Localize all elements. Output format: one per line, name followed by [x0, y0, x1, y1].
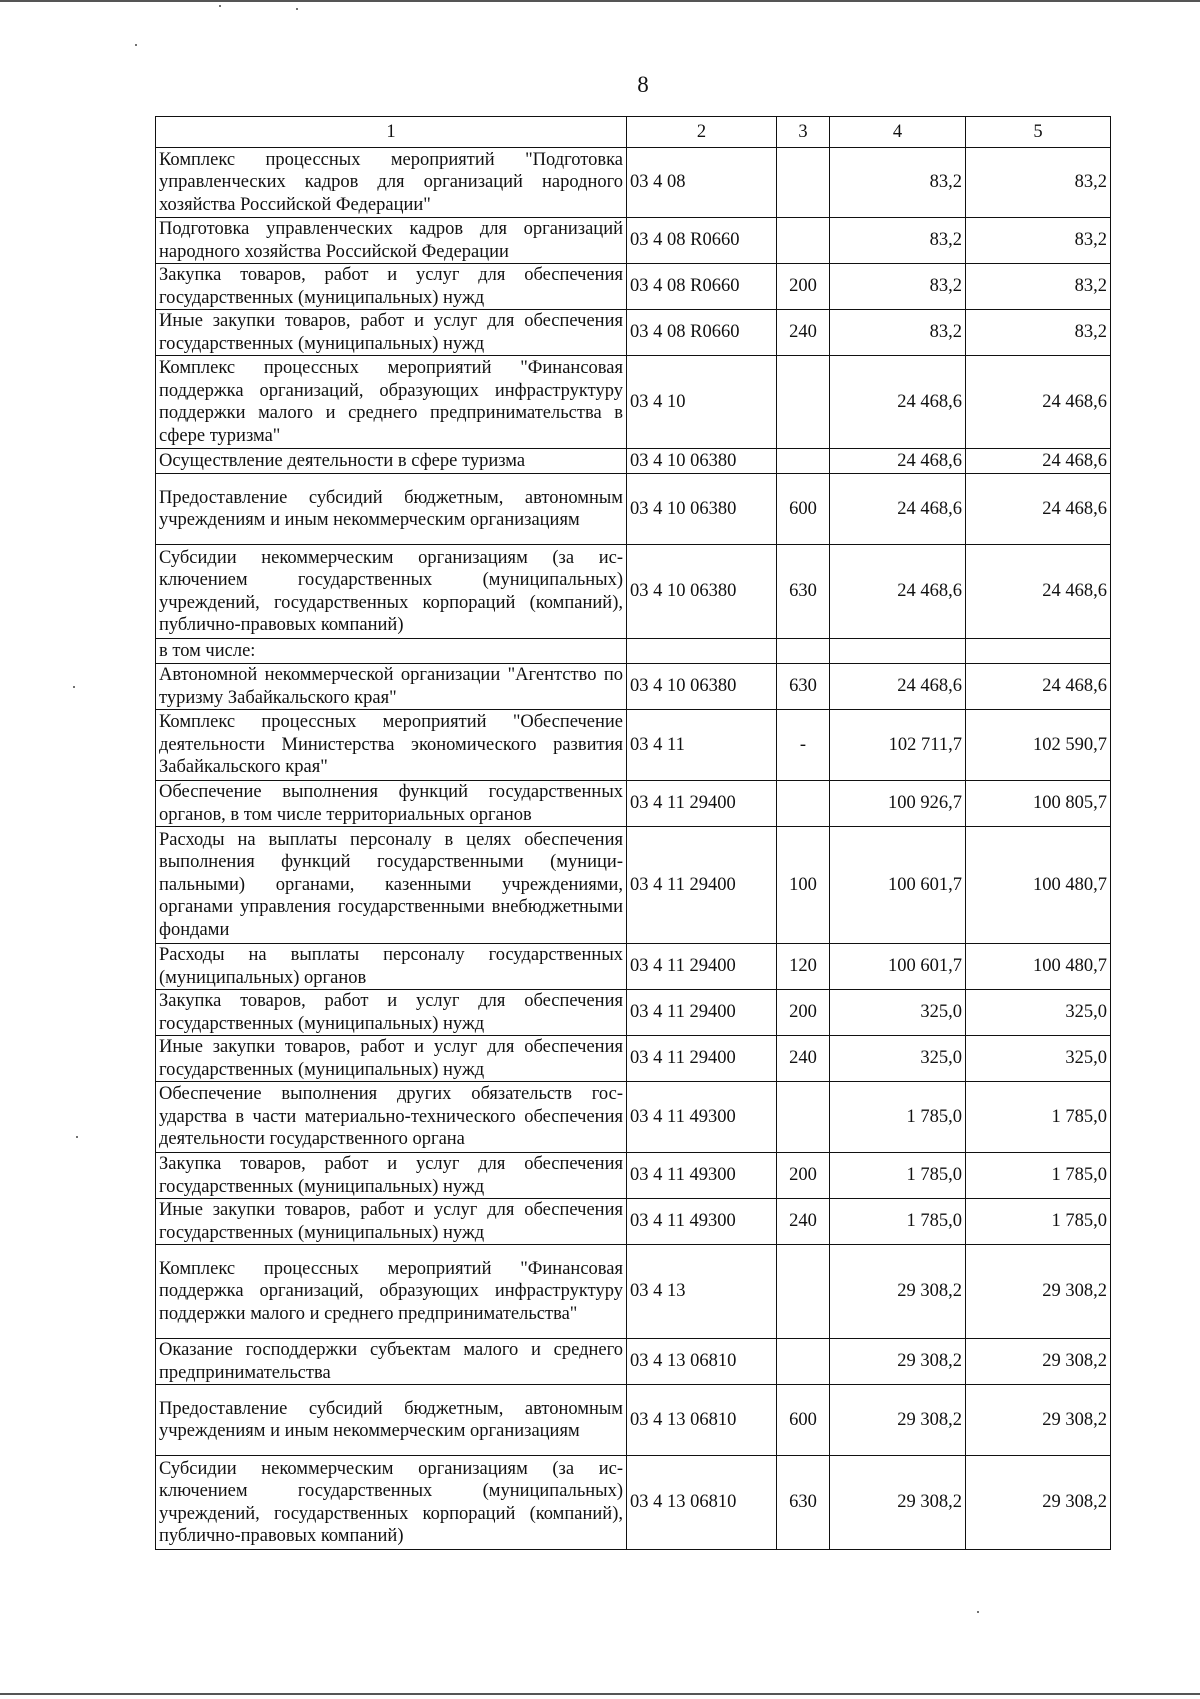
budget-table: [155, 116, 1111, 1550]
row-amount-2025-cell: 24 468,6: [966, 474, 1111, 545]
row-amount-2024-cell: 29 308,2: [830, 1456, 966, 1550]
table-row: [156, 710, 1111, 781]
row-amount-2024-cell: 1 785,0: [830, 1082, 966, 1153]
table-row: [156, 1456, 1111, 1550]
row-kvr-cell: [777, 1082, 830, 1153]
scan-speck: [73, 686, 75, 688]
row-code-cell: 03 4 13: [627, 1245, 777, 1339]
row-kvr-cell: 630: [777, 664, 830, 710]
row-amount-2024-cell: 100 601,7: [830, 827, 966, 944]
row-amount-2025-cell: [966, 639, 1111, 664]
row-amount-2025-cell: 100 480,7: [966, 944, 1111, 990]
table-row: [156, 218, 1111, 264]
row-name-cell: Комплекс процессных мероприятий "Финансовая поддержка организаций, образующих инфраструктуру поддержки малого и среднего предпринимательства": [156, 1245, 627, 1339]
row-code-cell: 03 4 08 R0660: [627, 264, 777, 310]
row-amount-2024-cell: 100 926,7: [830, 781, 966, 827]
row-amount-2025-cell: 100 805,7: [966, 781, 1111, 827]
row-amount-2025-cell: 29 308,2: [966, 1456, 1111, 1550]
table-row: [156, 148, 1111, 218]
row-name-cell: Осуществление деятельности в сфере туризма: [156, 449, 627, 474]
table-row: [156, 1199, 1111, 1245]
table-row: [156, 545, 1111, 639]
row-kvr-cell: [777, 1245, 830, 1339]
column-header: 2: [627, 117, 777, 148]
row-name-cell: Комплекс процессных мероприятий "Подготовка управленческих кадров для организаций народного хозяйства Российской Федерации": [156, 148, 627, 218]
row-name-cell: Комплекс процессных мероприятий "Финансовая поддержка организаций, образующих инфраструктуру поддержки малого и среднего предпринимательства в сфере туризма": [156, 356, 627, 449]
row-amount-2025-cell: 1 785,0: [966, 1199, 1111, 1245]
row-kvr-cell: 240: [777, 1036, 830, 1082]
row-amount-2025-cell: 24 468,6: [966, 449, 1111, 474]
row-code-cell: 03 4 08 R0660: [627, 310, 777, 356]
row-name-cell: Закупка товаров, работ и услуг для обеспечения государственных (муниципальных) нужд: [156, 990, 627, 1036]
scan-speck: [977, 1611, 979, 1613]
table-row: [156, 449, 1111, 474]
row-name-cell: Закупка товаров, работ и услуг для обеспечения государственных (муниципальных) нужд: [156, 264, 627, 310]
row-name-cell: Субсидии некоммерческим организациям (за исключением государственных (муниципальных) учреждений, государственных корпораций (компаний), публично-правовых компаний): [156, 1456, 627, 1550]
row-code-cell: 03 4 10: [627, 356, 777, 449]
row-code-cell: 03 4 11 29400: [627, 990, 777, 1036]
row-amount-2025-cell: 24 468,6: [966, 664, 1111, 710]
row-kvr-cell: 240: [777, 1199, 830, 1245]
row-amount-2025-cell: 325,0: [966, 1036, 1111, 1082]
row-amount-2025-cell: 102 590,7: [966, 710, 1111, 781]
row-amount-2024-cell: 83,2: [830, 218, 966, 264]
row-kvr-cell: 200: [777, 1153, 830, 1199]
row-name-cell: Расходы на выплаты персоналу государственных (муниципальных) органов: [156, 944, 627, 990]
table-row: [156, 1082, 1111, 1153]
row-code-cell: 03 4 10 06380: [627, 449, 777, 474]
table-row: [156, 264, 1111, 310]
row-amount-2025-cell: 83,2: [966, 310, 1111, 356]
row-amount-2025-cell: 1 785,0: [966, 1082, 1111, 1153]
row-code-cell: 03 4 11 29400: [627, 1036, 777, 1082]
table-row: [156, 1385, 1111, 1456]
row-amount-2024-cell: 24 468,6: [830, 664, 966, 710]
row-amount-2025-cell: 29 308,2: [966, 1245, 1111, 1339]
row-kvr-cell: 240: [777, 310, 830, 356]
table-row: [156, 639, 1111, 664]
row-amount-2025-cell: 83,2: [966, 148, 1111, 218]
column-header: 4: [830, 117, 966, 148]
row-name-cell: Обеспечение выполнения других обязательств государства в части материально-технического обеспечения деятельности государственного органа: [156, 1082, 627, 1153]
row-amount-2025-cell: 24 468,6: [966, 356, 1111, 449]
row-kvr-cell: 600: [777, 1385, 830, 1456]
row-kvr-cell: [777, 1339, 830, 1385]
row-amount-2024-cell: [830, 639, 966, 664]
row-amount-2024-cell: 24 468,6: [830, 545, 966, 639]
row-code-cell: 03 4 13 06810: [627, 1339, 777, 1385]
row-name-cell: Оказание господдержки субъектам малого и среднего предпринимательства: [156, 1339, 627, 1385]
row-name-cell: Иные закупки товаров, работ и услуг для обеспечения государственных (муниципальных) нужд: [156, 310, 627, 356]
table-row: [156, 1153, 1111, 1199]
row-kvr-cell: [777, 781, 830, 827]
scan-speck: [135, 44, 137, 46]
row-name-cell: Предоставление субсидий бюджетным, автономным учреждениям и иным некоммерческим организациям: [156, 474, 627, 545]
scan-speck: [76, 1136, 78, 1138]
table-row: [156, 664, 1111, 710]
row-kvr-cell: 100: [777, 827, 830, 944]
row-name-cell: Обеспечение выполнения функций государственных органов, в том числе территориальных органов: [156, 781, 627, 827]
table-row: [156, 310, 1111, 356]
row-name-cell: Комплекс процессных мероприятий "Обеспечение деятельности Министерства экономического развития Забайкальского края": [156, 710, 627, 781]
row-amount-2024-cell: 83,2: [830, 264, 966, 310]
row-name-cell: Предоставление субсидий бюджетным, автономным учреждениям и иным некоммерческим организациям: [156, 1385, 627, 1456]
row-name-cell: Расходы на выплаты персоналу в целях обеспечения выполнения функций государственными (муниципальными) органами, казенными учреждениями, органами управления государственными внебюджетными фондами: [156, 827, 627, 944]
scan-bottom-border: [0, 1693, 1200, 1695]
row-amount-2024-cell: 102 711,7: [830, 710, 966, 781]
row-amount-2025-cell: 83,2: [966, 218, 1111, 264]
table-row: [156, 1245, 1111, 1339]
row-kvr-cell: [777, 449, 830, 474]
scan-speck: [219, 5, 221, 7]
row-code-cell: 03 4 10 06380: [627, 474, 777, 545]
row-code-cell: 03 4 11 49300: [627, 1199, 777, 1245]
row-kvr-cell: 200: [777, 990, 830, 1036]
row-amount-2024-cell: 325,0: [830, 1036, 966, 1082]
row-code-cell: 03 4 11 29400: [627, 944, 777, 990]
row-name-cell: Автономной некоммерческой организации "Агентство по туризму Забайкальского края": [156, 664, 627, 710]
row-amount-2024-cell: 24 468,6: [830, 474, 966, 545]
row-kvr-cell: 630: [777, 1456, 830, 1550]
row-name-cell: Иные закупки товаров, работ и услуг для обеспечения государственных (муниципальных) нужд: [156, 1036, 627, 1082]
row-name-cell: Закупка товаров, работ и услуг для обеспечения государственных (муниципальных) нужд: [156, 1153, 627, 1199]
row-code-cell: [627, 639, 777, 664]
row-kvr-cell: 630: [777, 545, 830, 639]
row-code-cell: 03 4 10 06380: [627, 664, 777, 710]
row-code-cell: 03 4 13 06810: [627, 1456, 777, 1550]
row-code-cell: 03 4 11 49300: [627, 1153, 777, 1199]
column-header: 3: [777, 117, 830, 148]
row-code-cell: 03 4 13 06810: [627, 1385, 777, 1456]
row-code-cell: 03 4 11 49300: [627, 1082, 777, 1153]
row-code-cell: 03 4 08: [627, 148, 777, 218]
row-amount-2024-cell: 83,2: [830, 148, 966, 218]
row-amount-2024-cell: 1 785,0: [830, 1199, 966, 1245]
row-code-cell: 03 4 11 29400: [627, 827, 777, 944]
row-name-cell: в том числе:: [156, 639, 627, 664]
row-amount-2024-cell: 100 601,7: [830, 944, 966, 990]
row-amount-2024-cell: 29 308,2: [830, 1245, 966, 1339]
row-name-cell: Подготовка управленческих кадров для организаций народного хозяйства Российской Федерации: [156, 218, 627, 264]
table-row: [156, 990, 1111, 1036]
row-amount-2025-cell: 29 308,2: [966, 1385, 1111, 1456]
row-code-cell: 03 4 11: [627, 710, 777, 781]
scan-speck: [296, 8, 298, 10]
row-amount-2025-cell: 100 480,7: [966, 827, 1111, 944]
row-code-cell: 03 4 08 R0660: [627, 218, 777, 264]
row-amount-2024-cell: 24 468,6: [830, 449, 966, 474]
column-header: 5: [966, 117, 1111, 148]
table-row: [156, 1036, 1111, 1082]
table-row: [156, 474, 1111, 545]
row-amount-2024-cell: 83,2: [830, 310, 966, 356]
row-amount-2024-cell: 29 308,2: [830, 1385, 966, 1456]
row-amount-2024-cell: 29 308,2: [830, 1339, 966, 1385]
row-kvr-cell: [777, 639, 830, 664]
table-row: [156, 356, 1111, 449]
table-header-row: [156, 117, 1111, 148]
row-amount-2024-cell: 24 468,6: [830, 356, 966, 449]
row-kvr-cell: [777, 356, 830, 449]
row-amount-2025-cell: 83,2: [966, 264, 1111, 310]
page-number: 8: [637, 72, 649, 97]
row-name-cell: Субсидии некоммерческим организациям (за исключением государственных (муниципальных) учреждений, государственных корпораций (компаний), публично-правовых компаний): [156, 545, 627, 639]
table-row: [156, 944, 1111, 990]
row-amount-2025-cell: 325,0: [966, 990, 1111, 1036]
row-kvr-cell: 200: [777, 264, 830, 310]
row-amount-2024-cell: 1 785,0: [830, 1153, 966, 1199]
table-row: [156, 827, 1111, 944]
row-code-cell: 03 4 10 06380: [627, 545, 777, 639]
row-kvr-cell: 120: [777, 944, 830, 990]
row-kvr-cell: [777, 218, 830, 264]
row-kvr-cell: -: [777, 710, 830, 781]
row-amount-2025-cell: 24 468,6: [966, 545, 1111, 639]
row-amount-2024-cell: 325,0: [830, 990, 966, 1036]
table-row: [156, 1339, 1111, 1385]
row-kvr-cell: [777, 148, 830, 218]
row-amount-2025-cell: 29 308,2: [966, 1339, 1111, 1385]
row-amount-2025-cell: 1 785,0: [966, 1153, 1111, 1199]
row-kvr-cell: 600: [777, 474, 830, 545]
row-name-cell: Иные закупки товаров, работ и услуг для обеспечения государственных (муниципальных) нужд: [156, 1199, 627, 1245]
table-row: [156, 781, 1111, 827]
scan-top-border: [0, 0, 1200, 2]
row-code-cell: 03 4 11 29400: [627, 781, 777, 827]
column-header: 1: [156, 117, 627, 148]
